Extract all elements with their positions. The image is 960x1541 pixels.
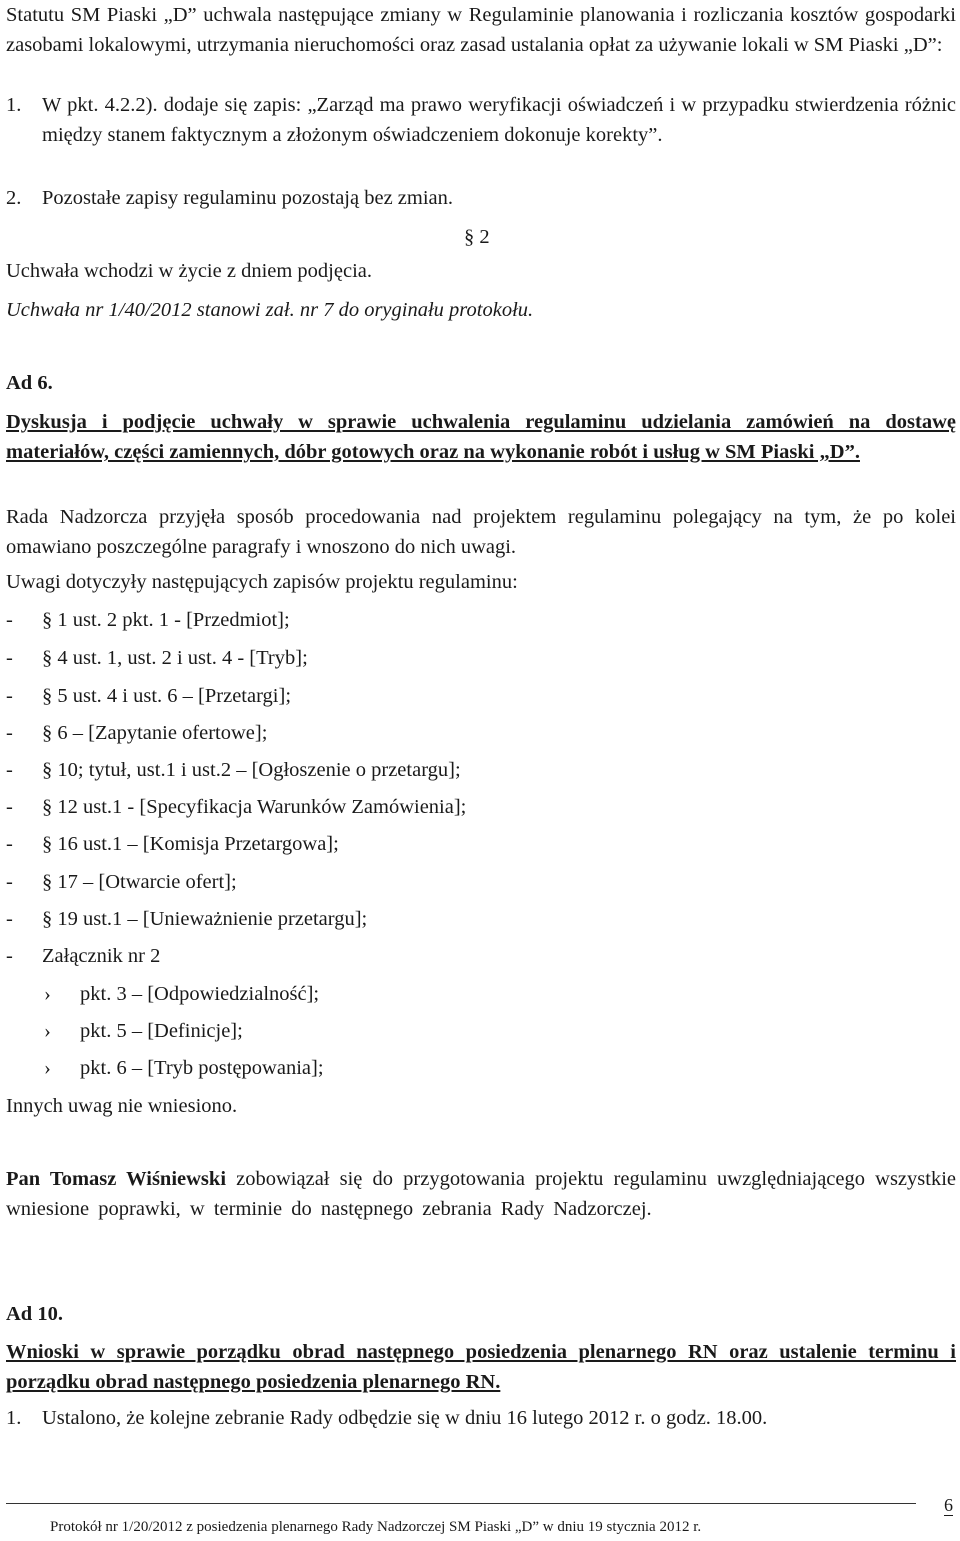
list-dash: - — [6, 833, 13, 855]
annex-subitem-text: pkt. 5 – [Definicje]; — [80, 1020, 243, 1042]
list-item-text: § 5 ust. 4 i ust. 6 – [Przetargi]; — [42, 685, 292, 707]
list-item-text: Załącznik nr 2 — [42, 945, 161, 967]
list-dash: - — [6, 796, 13, 818]
ad10-heading: Ad 10. — [6, 1303, 63, 1325]
list-dash: - — [6, 759, 13, 781]
list-item-text: § 17 – [Otwarcie ofert]; — [42, 871, 237, 893]
intro-item-2 — [6, 183, 956, 213]
chevron-right-icon: › — [44, 1057, 51, 1079]
intro-paragraph — [6, 0, 956, 60]
list-item — [6, 867, 237, 897]
list-item — [6, 829, 339, 859]
intro-item-2-number: 2. — [6, 187, 22, 209]
list-item — [6, 718, 267, 748]
list-item-text: § 10; tytuł, ust.1 i ust.2 – [Ogłoszenie o przetargu]; — [42, 759, 461, 781]
annex-subitem — [6, 979, 319, 1009]
chevron-right-icon: › — [44, 983, 51, 1005]
chevron-right-icon: › — [44, 1020, 51, 1042]
list-dash: - — [6, 945, 13, 967]
ad6-paragraph-2: Uwagi dotyczyły następujących zapisów projektu regulaminu: — [6, 571, 518, 593]
list-dash: - — [6, 647, 13, 669]
list-dash: - — [6, 908, 13, 930]
ad6-heading: Ad 6. — [6, 372, 53, 394]
list-dash: - — [6, 722, 13, 744]
person-text: zobowiązał się do przygotowania projektu regulaminu uwzględniającego wszystkie wniesione poprawki, w terminie do następnego zebrania Rady Nadzorczej. — [6, 1168, 956, 1220]
list-item — [6, 941, 160, 971]
annex-subitem — [6, 1053, 324, 1083]
intro-item-2-text: Pozostałe zapisy regulaminu pozostają bez zmian. — [42, 187, 454, 209]
list-item — [6, 792, 466, 822]
list-item — [6, 605, 290, 635]
list-dash: - — [6, 871, 13, 893]
ad10-item-1-number: 1. — [6, 1407, 22, 1429]
ad10-item-1 — [6, 1403, 956, 1433]
list-item — [6, 755, 461, 785]
intro-item-1-text: W pkt. 4.2.2). dodaje się zapis: „Zarząd ma prawo weryfikacji oświadczeń i w przypadku stwierdzenia różnic między stanem faktycznym a złożonym oświadczeniem dokonuje korekty”. — [42, 94, 956, 146]
list-item-text: § 1 ust. 2 pkt. 1 - [Przedmiot]; — [42, 609, 290, 631]
person-name: Pan Tomasz Wiśniewski — [6, 1168, 227, 1190]
list-item-text: § 6 – [Zapytanie ofertowe]; — [42, 722, 268, 744]
ad6-title: Dyskusja i podjęcie uchwały w sprawie uchwalenia regulaminu udzielania zamówień na dostawę materiałów, części zamiennych, dóbr gotowych oraz na wykonanie robót i usług w SM Piaski „D”. — [6, 411, 956, 463]
ad6-person-paragraph — [6, 1164, 956, 1224]
annex-subitem — [6, 1016, 243, 1046]
list-dash: - — [6, 685, 13, 707]
ad10-title: Wnioski w sprawie porządku obrad następnego posiedzenia plenarnego RN oraz ustalenie terminu i porządku obrad następnego posiedzenia plenarnego RN. — [6, 1341, 956, 1393]
list-item-text: § 12 ust.1 - [Specyfikacja Warunków Zamówienia]; — [42, 796, 467, 818]
footer-text: Protokół nr 1/20/2012 z posiedzenia plenarnego Rady Nadzorczej SM Piaski „D” w dniu 19 stycznia 2012 r. — [50, 1519, 702, 1535]
page-number: 6 — [944, 1495, 953, 1515]
ad10-item-1-text: Ustalono, że kolejne zebranie Rady odbędzie się w dniu 16 lutego 2012 r. o godz. 18.00. — [42, 1407, 768, 1429]
ad6-closing: Innych uwag nie wniesiono. — [6, 1095, 238, 1117]
section-marker: § 2 — [464, 226, 490, 248]
intro-item-1-number: 1. — [6, 94, 22, 116]
list-item-text: § 4 ust. 1, ust. 2 i ust. 4 - [Tryb]; — [42, 647, 308, 669]
list-item — [6, 904, 367, 934]
footer-divider — [6, 1503, 916, 1504]
section-2-note: Uchwała nr 1/40/2012 stanowi zał. nr 7 do oryginału protokołu. — [6, 299, 534, 321]
list-item-text: § 16 ust.1 – [Komisja Przetargowa]; — [42, 833, 339, 855]
section-2-text: Uchwała wchodzi w życie z dniem podjęcia. — [6, 260, 372, 282]
intro-item-1 — [6, 90, 956, 150]
list-dash: - — [6, 609, 13, 631]
ad6-paragraph-1: Rada Nadzorcza przyjęła sposób procedowania nad projektem regulaminu polegający na tym, że po kolei omawiano poszczególne paragrafy i wnoszono do nich uwagi. — [6, 506, 956, 558]
annex-subitem-text: pkt. 3 – [Odpowiedzialność]; — [80, 983, 320, 1005]
list-item — [6, 643, 308, 673]
document-page — [6, 0, 956, 1541]
intro-text: Statutu SM Piaski „D” uchwala następujące zmiany w Regulaminie planowania i rozliczania kosztów gospodarki zasobami lokalowymi, utrzymania nieruchomości oraz zasad ustalania opłat za używanie lokali w SM Piaski „D”: — [6, 4, 956, 56]
annex-subitem-text: pkt. 6 – [Tryb postępowania]; — [80, 1057, 324, 1079]
list-item — [6, 681, 291, 711]
list-item-text: § 19 ust.1 – [Unieważnienie przetargu]; — [42, 908, 368, 930]
